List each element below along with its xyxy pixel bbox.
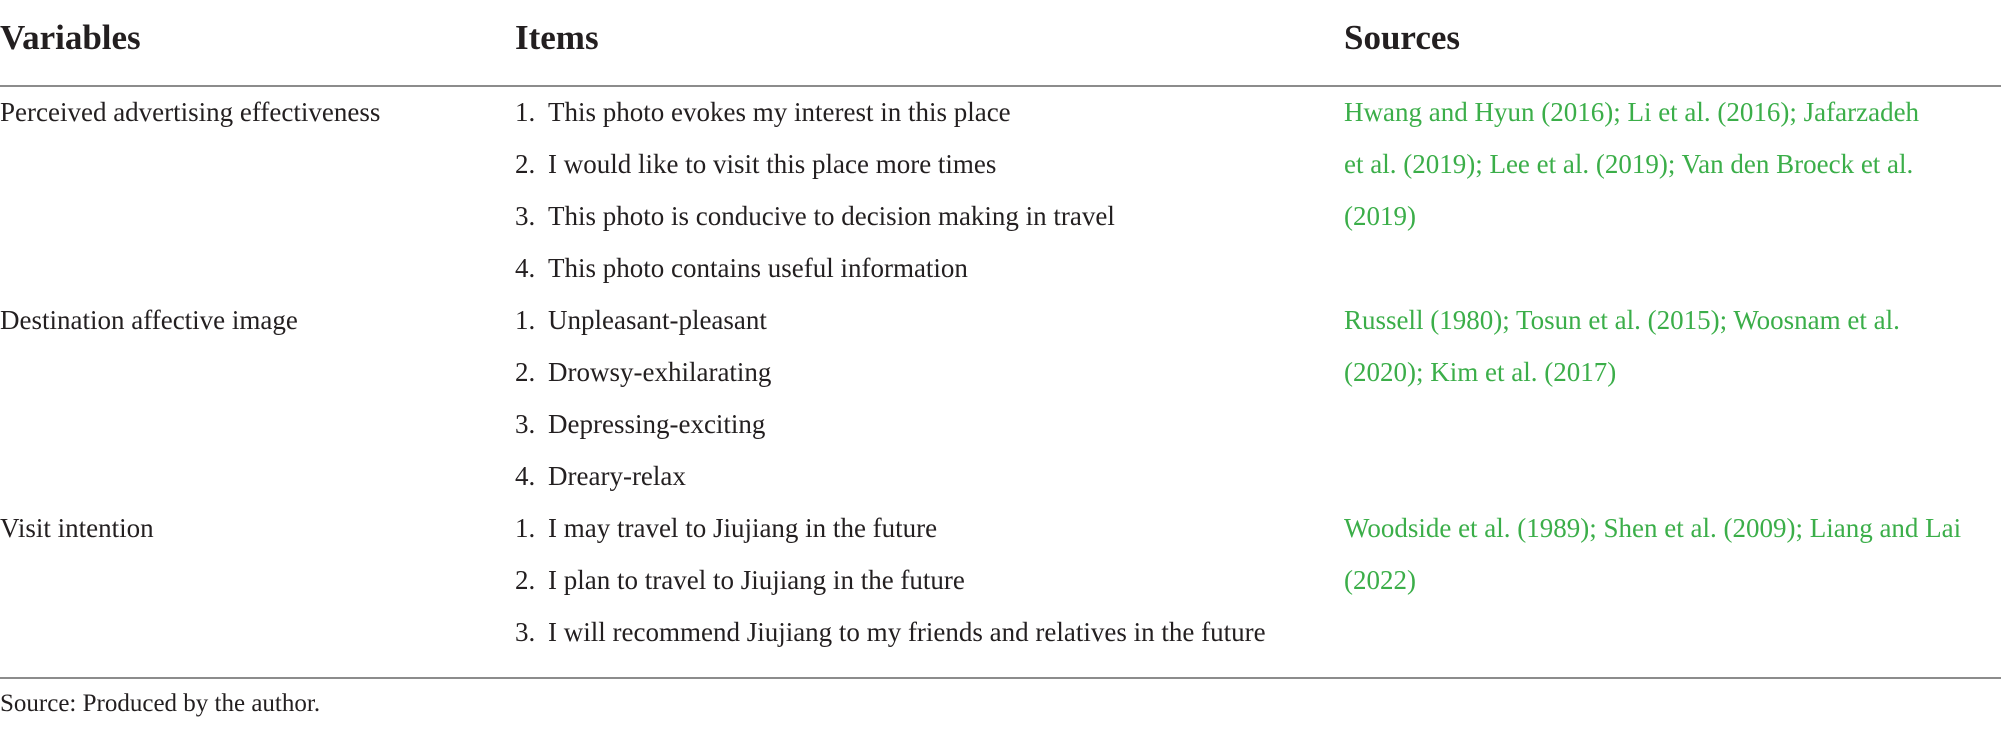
- item-number: 4.: [515, 253, 536, 283]
- sources-cell: [1344, 86, 1999, 242]
- item: [515, 554, 965, 606]
- item: [515, 190, 1115, 242]
- citation-line[interactable]: Hwang and Hyun (2016); Li et al. (2016); Jafarzadeh: [1344, 97, 1920, 127]
- item-number: 1.: [515, 97, 536, 127]
- item-text: I will recommend Jiujiang to my friends and relatives in the future: [548, 617, 1266, 647]
- item-text: I may travel to Jiujiang in the future: [548, 513, 938, 543]
- item: [515, 398, 765, 450]
- citation-line[interactable]: (2022): [1344, 565, 1416, 595]
- item-text: Unpleasant-pleasant: [548, 305, 767, 335]
- item: [515, 450, 686, 502]
- citation-line[interactable]: et al. (2019); Lee et al. (2019); Van den Broeck et al.: [1344, 149, 1914, 179]
- item-text: I plan to travel to Jiujiang in the future: [548, 565, 965, 595]
- item: [515, 242, 968, 294]
- item: [515, 86, 1011, 138]
- item-text: This photo evokes my interest in this place: [548, 97, 1011, 127]
- item: [515, 346, 771, 398]
- item-number: 3.: [515, 409, 536, 439]
- item-number: 3.: [515, 617, 536, 647]
- item: [515, 606, 1266, 658]
- item-number: 1.: [515, 305, 536, 335]
- citation-line[interactable]: Woodside et al. (1989); Shen et al. (2009); Liang and Lai: [1344, 513, 1962, 543]
- sources-cell: [1344, 502, 1999, 606]
- citation-line[interactable]: Russell (1980); Tosun et al. (2015); Woosnam et al.: [1344, 305, 1900, 335]
- table-footnote: Source: Produced by the author.: [0, 690, 321, 717]
- item-number: 3.: [515, 201, 536, 231]
- sources-cell: [1344, 294, 1999, 398]
- item-text: Depressing-exciting: [548, 409, 766, 439]
- item-number: 1.: [515, 513, 536, 543]
- item-text: This photo contains useful information: [548, 253, 968, 283]
- variable-name: Destination affective image: [0, 305, 298, 335]
- variable-name: Perceived advertising effectiveness: [0, 97, 381, 127]
- item-text: Drowsy-exhilarating: [548, 357, 772, 387]
- citation-line[interactable]: (2020); Kim et al. (2017): [1344, 357, 1617, 387]
- item-text: This photo is conducive to decision making in travel: [548, 201, 1115, 231]
- citation-line[interactable]: (2019): [1344, 201, 1416, 231]
- header-items: Items: [515, 18, 599, 57]
- item-text: I would like to visit this place more times: [548, 149, 997, 179]
- item-number: 4.: [515, 461, 536, 491]
- item: [515, 502, 937, 554]
- item: [515, 138, 996, 190]
- item-number: 2.: [515, 149, 536, 179]
- item-text: Dreary-relax: [548, 461, 686, 491]
- item-number: 2.: [515, 357, 536, 387]
- header-sources: Sources: [1344, 18, 1461, 57]
- header-variables: Variables: [0, 18, 141, 57]
- variable-name: Visit intention: [0, 513, 154, 543]
- table-bottom-rule: [0, 677, 2001, 679]
- item-number: 2.: [515, 565, 536, 595]
- item: [515, 294, 767, 346]
